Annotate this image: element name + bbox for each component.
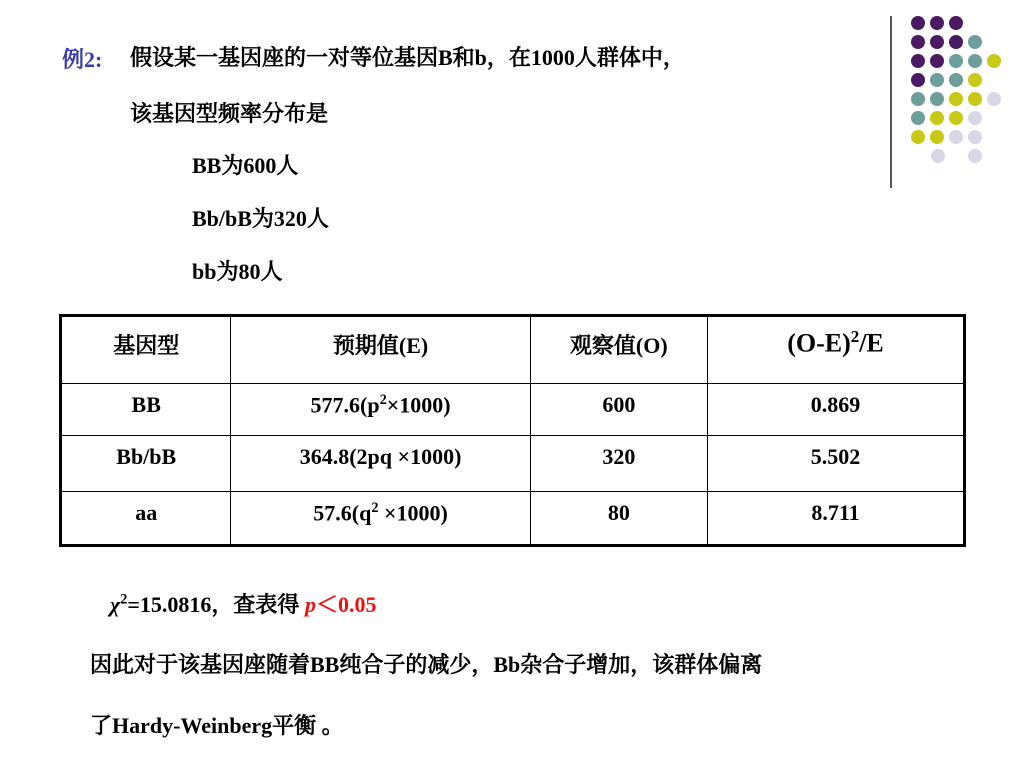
decorative-dot xyxy=(949,92,963,106)
decorative-divider xyxy=(890,16,892,188)
decorative-dot xyxy=(911,16,925,30)
p-value: ＜0.05 xyxy=(315,592,377,617)
table-row xyxy=(61,384,965,436)
cell-expected: $57.6(q^2 \times 1000)$ xyxy=(231,492,530,546)
decorative-dot xyxy=(930,54,944,68)
distribution-bb: BB为600人 xyxy=(192,153,299,178)
decorative-dot xyxy=(968,130,982,144)
decorative-dot xyxy=(949,35,963,49)
decorative-dot-grid xyxy=(900,14,1010,164)
cell-observed: 80 xyxy=(530,492,707,546)
decorative-dot xyxy=(930,92,944,106)
decorative-dot xyxy=(987,54,1001,68)
cell-chi-component: 5.502 xyxy=(707,436,964,492)
decorative-dot xyxy=(911,111,925,125)
decorative-dot xyxy=(930,111,944,125)
cell-observed: 600 xyxy=(530,384,707,436)
decorative-dot xyxy=(930,73,944,87)
decorative-dot xyxy=(987,92,1001,106)
intro-line-1: 假设某一基因座的一对等位基因B和b，在1000人群体中， xyxy=(130,45,685,70)
decorative-dot xyxy=(911,92,925,106)
decorative-dot xyxy=(968,111,982,125)
decorative-dot xyxy=(911,73,925,87)
example-label: 例2: xyxy=(62,47,103,72)
decorative-dot xyxy=(968,35,982,49)
decorative-dot xyxy=(930,16,944,30)
chi-superscript: 2 xyxy=(120,591,128,608)
header-genotype: 基因型 xyxy=(61,316,231,384)
decorative-dot xyxy=(968,92,982,106)
decorative-dot xyxy=(949,111,963,125)
table-row xyxy=(61,436,965,492)
p-symbol: p xyxy=(304,592,316,617)
decorative-dot xyxy=(949,54,963,68)
distribution-bb-recessive: bb为80人 xyxy=(192,259,283,284)
conclusion-line-2: 了Hardy-Weinberg平衡 。 xyxy=(90,713,344,738)
decorative-dot xyxy=(931,149,945,163)
decorative-dot xyxy=(911,130,925,144)
conclusion-line-1: 因此对于该基因座随着BB纯合子的减少，Bb杂合子增加，该群体偏离 xyxy=(90,652,763,677)
table-header-row xyxy=(61,316,965,384)
decorative-dot xyxy=(968,149,982,163)
decorative-dot xyxy=(911,54,925,68)
cell-expected: $577.6(p^2\times 1000)$ xyxy=(231,384,530,436)
chi-symbol: χ xyxy=(110,592,121,617)
cell-genotype: Bb/bB xyxy=(61,436,231,492)
decorative-dot xyxy=(949,130,963,144)
decorative-dot xyxy=(949,16,963,30)
decorative-dot xyxy=(968,54,982,68)
header-observed: 观察值(O) xyxy=(530,316,707,384)
cell-chi-component: 0.869 xyxy=(707,384,964,436)
cell-chi-component: 8.711 xyxy=(707,492,964,546)
genotype-table xyxy=(59,314,966,547)
decorative-dot xyxy=(911,35,925,49)
header-expected: 预期值(E) xyxy=(231,316,530,384)
intro-line-2: 该基因型频率分布是 xyxy=(130,101,329,126)
decorative-dot xyxy=(949,73,963,87)
chi-square-result xyxy=(110,588,376,619)
decorative-dot xyxy=(930,35,944,49)
header-chi-component: $(O-E)^2/E$ xyxy=(707,316,964,384)
cell-genotype: BB xyxy=(61,384,231,436)
distribution-bb-het: Bb/bB为320人 xyxy=(192,206,329,231)
decorative-dot xyxy=(930,130,944,144)
cell-expected: 364.8(2pq ×1000) xyxy=(231,436,530,492)
chi-value: =15.0816，查表得 xyxy=(127,592,305,617)
table-row xyxy=(61,492,965,546)
cell-genotype: aa xyxy=(61,492,231,546)
cell-observed: 320 xyxy=(530,436,707,492)
decorative-dot xyxy=(968,73,982,87)
